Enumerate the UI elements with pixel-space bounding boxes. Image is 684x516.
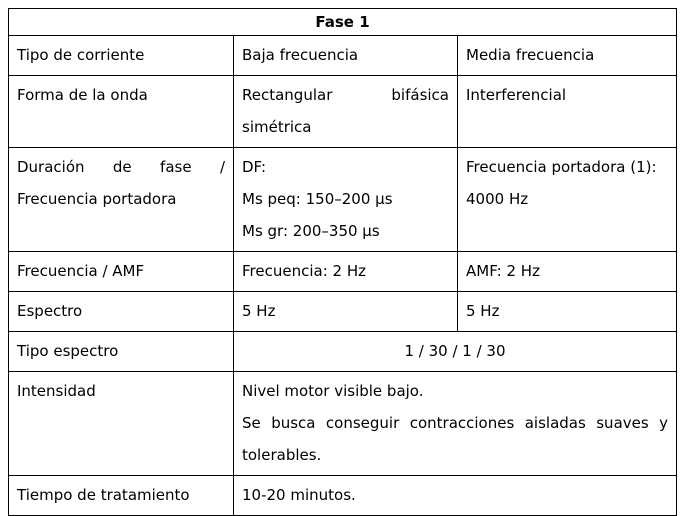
duration-label-cell [9,148,234,252]
row-waveform [9,76,677,148]
duration-low-cell [234,148,458,252]
intensity-line2: Se busca conseguir contracciones aisladas suaves y [242,414,669,432]
waveform-label: Forma de la onda [9,76,234,148]
row-intensity [9,372,677,476]
header-medium-frequency: Media frecuencia [458,36,677,76]
header-low-frequency: Baja frecuencia [234,36,458,76]
frequency-low: Frecuencia: 2 Hz [234,252,458,292]
phase-title: Fase 1 [9,9,677,36]
intensity-line1: Nivel motor visible bajo. [242,382,424,400]
duration-label-line2: Frecuencia portadora [17,190,177,208]
spectrum-low: 5 Hz [234,292,458,332]
duration-medium-line1: Frecuencia portadora (1): [466,158,657,176]
frequency-label: Frecuencia / AMF [9,252,234,292]
electrotherapy-parameters-table [8,8,677,516]
duration-low-line2: Ms peq: 150–200 µs [242,190,393,208]
row-treatment-time [9,476,677,516]
duration-medium-cell [458,148,677,252]
waveform-low-line2: simétrica [242,118,312,136]
duration-label-line1: Duración de fase / [17,158,225,176]
intensity-line3: tolerables. [242,446,322,464]
row-duration [9,148,677,252]
duration-low-line3: Ms gr: 200–350 µs [242,222,380,240]
spectrum-type-label: Tipo espectro [9,332,234,372]
spectrum-medium: 5 Hz [458,292,677,332]
frequency-medium: AMF: 2 Hz [458,252,677,292]
row-spectrum [9,292,677,332]
header-current-type: Tipo de corriente [9,36,234,76]
spectrum-label: Espectro [9,292,234,332]
row-spectrum-type [9,332,677,372]
row-frequency [9,252,677,292]
treatment-time-label: Tiempo de tratamiento [9,476,234,516]
intensity-label: Intensidad [9,372,234,476]
header-row [9,36,677,76]
spectrum-type-value: 1 / 30 / 1 / 30 [234,332,677,372]
phase-row [9,9,677,36]
treatment-time-value: 10-20 minutos. [234,476,677,516]
duration-low-line1: DF: [242,158,267,176]
waveform-medium: Interferencial [458,76,677,148]
waveform-low-cell [234,76,458,148]
duration-medium-line2: 4000 Hz [466,190,529,208]
intensity-cell [234,372,677,476]
waveform-low-line1: Rectangular bifásica [242,86,449,104]
